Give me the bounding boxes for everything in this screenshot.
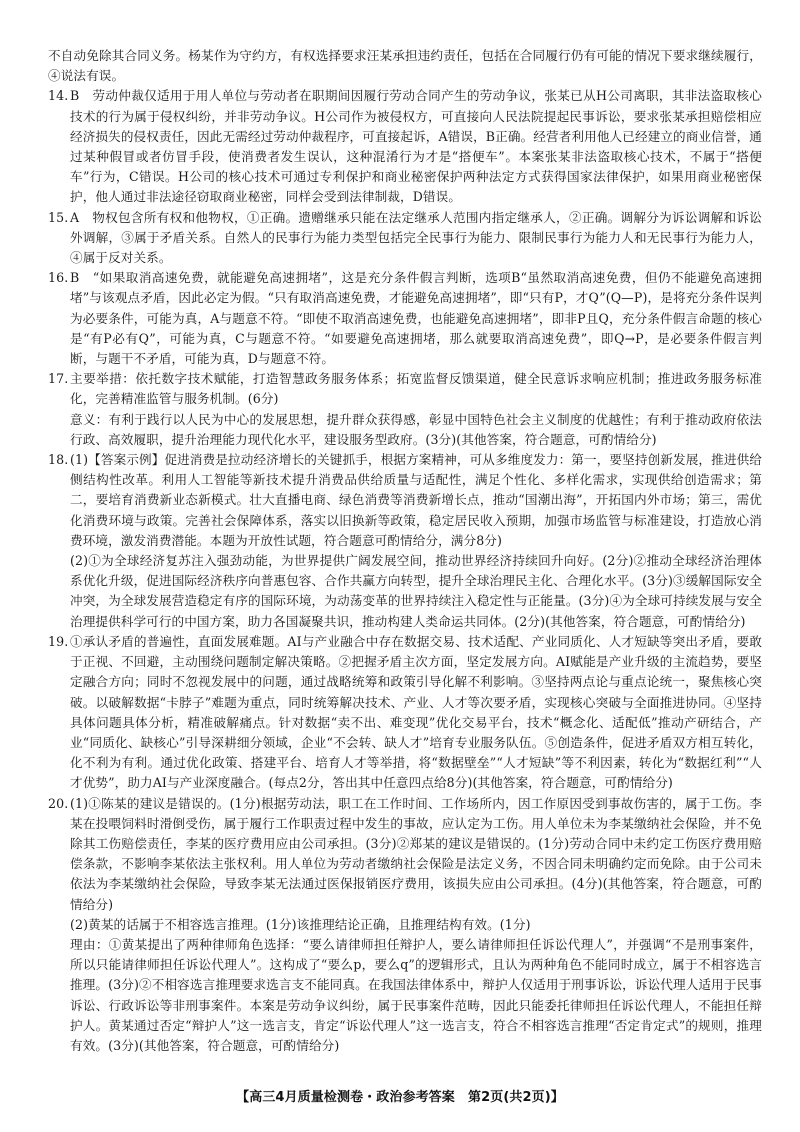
answer-item-14 <box>48 86 762 207</box>
item-body <box>70 268 762 369</box>
answer-item-16 <box>48 268 762 369</box>
intro-paragraph: 不自动免除其合同义务。杨某作为守约方，有权选择要求汪某承担违约责任，包括在合同履行仍有可能的情况下要求继续履行，④说法有误。 <box>48 48 762 84</box>
item-number: 16. <box>48 270 69 286</box>
answer-item-15 <box>48 208 762 269</box>
item-number: 14. <box>48 88 69 104</box>
item-paragraph: 意义：有利于践行以人民为中心的发展思想，提升群众获得感，彰显中国特色社会主义制度的优越性；有利于推动政府依法行政、高效履职，提升治理能力现代化水平，建设服务型政府。(3分)(其他答案，符合题意，可酌情给分) <box>70 411 762 447</box>
item-paragraph: B 劳动仲裁仅适用于用人单位与劳动者在职期间因履行劳动合同产生的劳动争议，张某已从H公司离职，其非法盗取核心技术的行为属于侵权纠纷，并非劳动争议。H公司作为被侵权方，可直接向人民法院提起民事诉讼，要求张某承担赔偿相应经济损失的侵权责任，因此无需经过劳动仲裁程序，可直接起诉，A错误，B正确。经营者利用他人已经建立的商业信誉，通过某种假冒或者仿冒手段，使消费者发生误认，这种混淆行为才是“搭便车”。本案张某非法盗取核心技术，不属于“搭便车”行为，C错误。H公司的核心技术可通过专利保护和商业秘密保护两种法定方式获得国家法律保护，如果用商业秘密保护，他人通过非法途径窃取商业秘密，同样会受到法律制裁，D错误。 <box>70 88 762 205</box>
item-paragraph: (2)①为全球经济复苏注入强劲动能，为世界提供广阔发展空间，推动世界经济持续回升向好。(2分)②推动全球经济治理体系优化升级，促进国际经济秩序向普惠包容、合作共赢方向转型，提升全球治理民主化、合理化水平。(3分)③缓解国际安全冲突，为全球发展营造稳定有序的国际环境，为动荡变革的世界持续注入稳定性与正能量。(3分)④为全球可持续发展与安全治理提供科学可行的中国方案，助力各国凝聚共识，推动构建人类命运共同体。(2分)(其他答案，符合题意，可酌情给分) <box>70 553 762 629</box>
item-number: 20. <box>48 795 69 811</box>
answer-item-17 <box>48 369 762 450</box>
item-body <box>70 86 762 207</box>
item-body <box>70 632 762 794</box>
item-body <box>70 794 762 1057</box>
item-paragraph: 主要举措：依托数字技术赋能，打造智慧政务服务体系；拓宽监督反馈渠道，健全民意诉求响应机制；推进政务服务标准化，完善精准监管与服务机制。(6分) <box>70 371 762 407</box>
answer-item-19 <box>48 632 762 794</box>
answer-item-20 <box>48 794 762 1057</box>
item-number: 15. <box>48 209 69 225</box>
page-footer: 【高三4月质量检测卷・政治参考答案 第2页(共2页)】 <box>236 1090 564 1105</box>
item-body <box>70 450 762 632</box>
item-body <box>70 369 762 450</box>
item-paragraph: B “如果取消高速免费，就能避免高速拥堵”，这是充分条件假言判断，选项B“虽然取消高速免费，但仍不能避免高速拥堵”与该观点矛盾，因此必定为假。“只有取消高速免费，才能避免高速拥堵”，即“只有P，才Q”(Q—P)，是将充分条件误判为必要条件，可能为真，A与题意不符。“即使不取消高速免费，也能避免高速拥堵”，即非P且Q，充分条件假言命题的核心是“有P必有Q”，可能为真，C与题意不符。“如要避免高速拥堵，那么就要取消高速免费”，即Q→P，是必要条件假言判断，与题干不矛盾，可能为真，D与题意不符。 <box>70 270 762 367</box>
item-paragraph: A 物权包含所有权和他物权，①正确。遗赠继承只能在法定继承人范围内指定继承人，②正确。调解分为诉讼调解和诉讼外调解，③属于矛盾关系。自然人的民事行为能力类型包括完全民事行为能力、限制民事行为能力人和无民事行为能力人，④属于反对关系。 <box>70 209 762 266</box>
item-paragraph: (2)黄某的话属于不相容选言推理。(1分)该推理结论正确，且推理结构有效。(1分) <box>70 916 531 932</box>
item-number: 17. <box>48 371 69 387</box>
item-paragraph: ①承认矛盾的普遍性，直面发展难题。AI与产业融合中存在数据交易、技术适配、产业同质化、人才短缺等突出矛盾，要敢于正视、不回避，主动围绕问题制定解决策略。②把握矛盾主次方面，坚定发展方向。AI赋能是产业升级的主流趋势，要坚定融合方向；同时不忽视发展中的问题，通过战略统筹和政策引导化解不利影响。③坚持两点论与重点论统一，聚焦核心突破。以破解数据“卡脖子”难题为重点，同时统筹解决技术、产业、人才等次要矛盾，实现核心突破与全面推进协同。④坚持具体问题具体分析，精准破解痛点。针对数据“卖不出、难变现”优化交易平台，技术“概念化、适配低”推动产研结合，产业“同质化、缺核心”引导深耕细分领域，企业“不会转、缺人才”培育专业服务队伍。⑤创造条件，促进矛盾双方相互转化，化不利为有利。通过优化政策、搭建平台、培育人才等举措，将“数据壁垒”“人才短缺”等不利因素，转化为“数据红利”“人才优势”，助力AI与产业深度融合。(每点2分，答出其中任意四点给8分)(其他答案，符合题意，可酌情给分) <box>70 633 762 791</box>
item-body <box>70 208 762 269</box>
item-paragraph: 理由：①黄某提出了两种律师角色选择：“要么请律师担任辩护人，要么请律师担任诉讼代理人”，并强调“不是刑事案件，所以只能请律师担任诉讼代理人”。这构成了“要么p，要么q”的逻辑形式，且认为两种角色不能同时成立，属于不相容选言推理。(3分)②不相容选言推理要求选言支不能同真。在我国法律体系中，辩护人仅适用于刑事诉讼，诉讼代理人适用于民事诉讼、行政诉讼等非刑事案件。本案是劳动争议纠纷，属于民事案件范畴，因此只能委托律师担任诉讼代理人，不能担任辩护人。黄某通过否定“辩护人”这一选言支，肯定“诉讼代理人”这一选言支，符合不相容选言推理“否定肯定式”的规则，推理有效。(3分)(其他答案，符合题意，可酌情给分) <box>70 936 762 1053</box>
answer-item-18 <box>48 450 762 632</box>
item-number: 18. <box>48 452 69 468</box>
item-paragraph: (1)①陈某的建议是错误的。(1分)根据劳动法，职工在工作时间、工作场所内，因工作原因受到事故伤害的，属于工伤。李某在投喂饲料时滑倒受伤，属于履行工作职责过程中发生的事故，应认定为工伤。用人单位未为李某缴纳社会保险，并不免除其工伤赔偿责任，李某的医疗费用应由公司承担。(3分)②郑某的建议是错误的。(1分)劳动合同中未约定工伤医疗费用赔偿条款，不影响李某依法主张权利。用人单位为劳动者缴纳社会保险是法定义务，不因合同未明确约定而免除。由于公司未依法为李某缴纳社会保险，导致李某无法通过医保报销医疗费用，该损失应由公司承担。(4分)(其他答案，符合题意，可酌情给分) <box>70 795 762 912</box>
item-paragraph: (1)【答案示例】促进消费是拉动经济增长的关键抓手，根据方案精神，可从多维度发力：第一，要坚持创新发展，推进供给侧结构性改革。利用人工智能等新技术提升消费品供给质量与适配性，满足个性化、多样化需求，实现供给创造需求；第二，要培育消费新业态新模式。壮大直播电商、绿色消费等消费新增长点，推动“国潮出海”，开拓国内外市场；第三，需优化消费环境与政策。完善社会保障体系，落实以旧换新等政策，稳定居民收入预期，加强市场监管与标准建设，打造放心消费环境，激发消费潜能。本题为开放性试题，符合题意可酌情给分，满分8分) <box>70 452 762 548</box>
item-number: 19. <box>48 633 69 649</box>
